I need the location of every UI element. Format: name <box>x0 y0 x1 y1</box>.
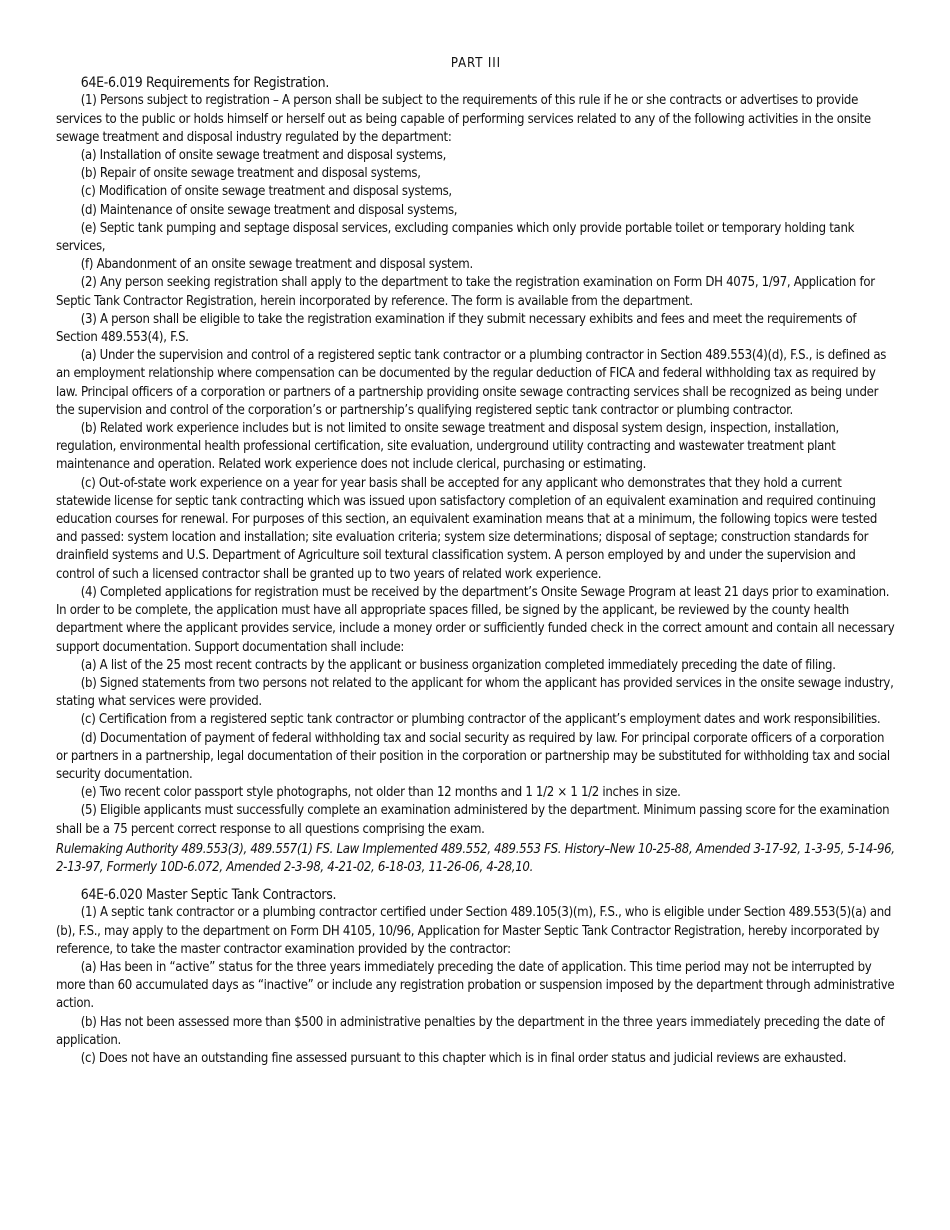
paragraph: (d) Maintenance of onsite sewage treatment and disposal systems, <box>80 202 458 218</box>
paragraph: (5) Eligible applicants must successfully complete an examination administered by the department. Minimum passing score for the examination shall be a 75 percent correct response to all questions comprising the exam. <box>56 803 890 837</box>
paragraph: (a) Under the supervision and control of a registered septic tank contractor or a plumbing contractor in Section 489.553(4)(d), F.S., is defined as an employment relationship where compensation can be documented by the regular deduction of FICA and federal withholding tax as required by law. Principal officers of a corporation or partners of a partnership providing onsite sewage contracting services shall be recognized as being under the supervision and control of the corporation’s or partnership’s qualifying registered septic tank contractor or plumbing contractor. <box>56 348 887 418</box>
paragraph: (4) Completed applications for registration must be received by the department’s Onsite Sewage Program at least 21 days prior to examination. In order to be complete, the application must have all appropriate spaces filled, be signed by the applicant, be reviewed by the county health department where the applicant provides service, include a money order or sufficiently funded check in the correct amount and contain all necessary support documentation. Support documentation shall include: <box>56 584 895 655</box>
paragraph: (3) A person shall be eligible to take the registration examination if they submit necessary exhibits and fees and meet the requirements of Section 489.553(4), F.S. <box>56 311 857 346</box>
paragraph: (b) Repair of onsite sewage treatment and disposal systems, <box>80 166 421 182</box>
paragraph: (c) Certification from a registered septic tank contractor or plumbing contractor of the applicant’s employment dates and work responsibilities. <box>80 712 881 728</box>
paragraph: (a) Has been in “active” status for the three years immediately preceding the date of application. This time period may not be interrupted by more than 60 accumulated days as “inactive” or include any registration probation or suspension imposed by the department through administrative action. <box>56 959 895 1012</box>
paragraph: (2) Any person seeking registration shall apply to the department to take the registration examination on Form DH 4075, 1/97, Application for Septic Tank Contractor Registration, herein incorporated by reference. The form is available from the department. <box>56 275 875 309</box>
part-title: PART III <box>450 56 502 71</box>
paragraph: (c) Out-of-state work experience on a year for year basis shall be accepted for any applicant who demonstrates that they hold a current statewide license for septic tank contracting which was issued upon satisfactory completion of an equivalent examination and required continuing education courses for renewal. For purposes of this section, an equivalent examination means that at a minimum, the following topics were tested and passed: system location and installation; site evaluation criteria; system size determinations; disposal of septage; construction standards for drainfield systems and U.S. Department of Agriculture soil textural classification system. A person employed by and under the supervision and control of such a licensed contractor shall be granted up to two years of related work experience. <box>56 475 878 582</box>
paragraph: (a) Installation of onsite sewage treatment and disposal systems, <box>80 148 447 164</box>
paragraph: (1) A septic tank contractor or a plumbing contractor certified under Section 489.105(3)(m), F.S., who is eligible under Section 489.553(5)(a) and (b), F.S., may apply to the department on Form DH 4105, 10/96, Application for Master Septic Tank Contractor Registration, hereby incorporated by reference, to take the master contractor examination provided by the contractor: <box>56 905 892 957</box>
paragraph: (e) Two recent color passport style photographs, not older than 12 months and 1 1/2 × 1 1/2 inches in size. <box>80 785 681 801</box>
paragraph: (f) Abandonment of an onsite sewage treatment and disposal system. <box>80 257 473 273</box>
paragraph: (c) Modification of onsite sewage treatment and disposal systems, <box>80 184 452 200</box>
paragraph: (b) Has not been assessed more than $500 in administrative penalties by the department in the three years immediately preceding the date of application. <box>56 1014 885 1048</box>
rule-heading: 64E-6.020 Master Septic Tank Contractors. <box>80 887 337 904</box>
paragraph: (b) Signed statements from two persons not related to the applicant for whom the applicant has provided services in the onsite sewage industry, stating what services were provided. <box>56 675 894 710</box>
document-body <box>56 55 896 1068</box>
paragraph: (1) Persons subject to registration – A person shall be subject to the requirements of this rule if he or she contracts or advertises to provide services to the public or holds himself or herself out as being capable of performing services related to any of the following activities in the onsite sewage treatment and disposal industry regulated by the department: <box>56 93 871 145</box>
paragraph: (c) Does not have an outstanding fine assessed pursuant to this chapter which is in final order status and judicial reviews are exhausted. <box>80 1050 847 1066</box>
paragraph: (d) Documentation of payment of federal withholding tax and social security as required by law. For principal corporate officers of a corporation or partners in a partnership, legal documentation of their position in the corporation or partnership may be substituted for withholding tax and social security documentation. <box>56 730 890 782</box>
rule-history: Rulemaking Authority 489.553(3), 489.557(1) FS. Law Implemented 489.552, 489.553 FS. History–New 10-25-88, Amended 3-17-92, 1-3-95, 5-14-96, 2-13-97, Formerly 10D-6.072, Amended 2-3-98, 4-21-02, 6-18-03, 11-26-06, 4-28,10. <box>56 841 895 875</box>
paragraph: (e) Septic tank pumping and septage disposal services, excluding companies which only provide portable toilet or temporary holding tank services, <box>56 220 855 255</box>
rule-heading: 64E-6.019 Requirements for Registration. <box>80 75 330 92</box>
paragraph: (a) A list of the 25 most recent contracts by the applicant or business organization completed immediately preceding the date of filing. <box>80 657 836 673</box>
paragraph: (b) Related work experience includes but is not limited to onsite sewage treatment and disposal system design, inspection, installation, regulation, environmental health professional certification, site evaluation, underground utility contracting and wastewater treatment plant maintenance and operation. Related work experience does not include clerical, purchasing or estimating. <box>56 421 839 473</box>
